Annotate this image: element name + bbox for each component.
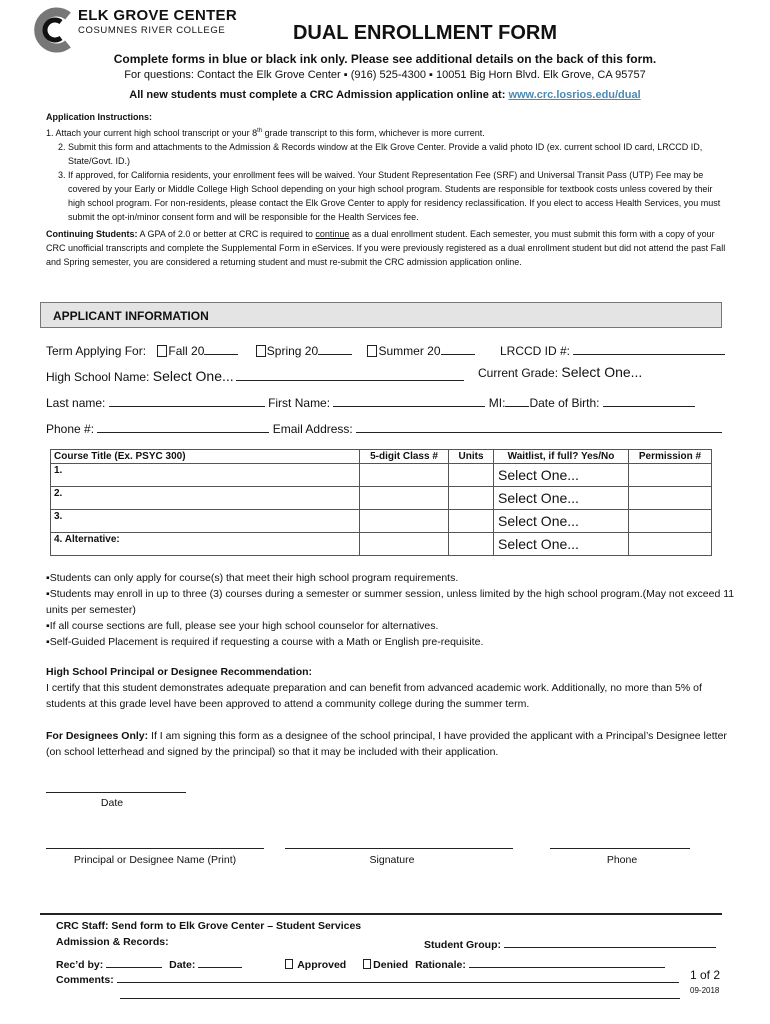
units-cell[interactable] [449, 533, 494, 556]
col-class-number: 5-digit Class # [360, 450, 449, 464]
permission-cell[interactable] [629, 533, 712, 556]
class-number-cell[interactable] [360, 464, 449, 487]
contact-info: For questions: Contact the Elk Grove Center ▪ (916) 525-4300 ▪ 10051 Big Horn Blvd. Elk Grove, CA 95757 [124, 69, 646, 81]
note-item: ▪Students may enroll in up to three (3) courses during a semester or summer session, unless limited by the high school program.(May not exceed 11 units per semester) [46, 588, 735, 616]
rationale-field[interactable] [469, 956, 665, 968]
student-group-row: Student Group: [424, 936, 716, 951]
high-school-row: High School Name: Select One... [46, 368, 464, 384]
high-school-select[interactable]: Select One... [152, 368, 234, 384]
org-name: ELK GROVE CENTER [78, 7, 237, 24]
phone-label: Phone [606, 854, 638, 866]
comments-row: Comments: [56, 971, 679, 986]
principal-recommendation [46, 664, 736, 760]
contact-row: Phone #: Email Address: [46, 420, 722, 436]
instruction-3: 3. If approved, for California residents, your enrollment fees will be waived. Your Student Representation Fee (SRF) and Universal Transit Pass (UTP) Fee may be covered by your Early or Middle College High School depending on your high school program. Students are responsible for textbook costs unless covered by their high school program. For non-residents, please contact the Elk Grove Center to apply for residency reclassification. If you elect to access Health Services, you must submit the opt-in/minor consent form and will be responsible for the Health Services fee. [58, 170, 721, 222]
instructions-heading: Application Instructions: [46, 112, 153, 122]
term-label: Term Applying For: [46, 344, 147, 358]
email-field[interactable] [356, 420, 722, 433]
signature-label: Signature [369, 854, 415, 866]
fall-checkbox[interactable]: Fall 20 [157, 344, 238, 358]
designee-statement: For Designees Only: If I am signing this form as a designee of the school principal, I have provided the applicant with a Principal’s Designee letter (on school letterhead and signed by the principal) so that it may be included with their application. [46, 730, 727, 758]
form-version: 09-2018 [690, 986, 720, 995]
approved-checkbox[interactable]: Approved [285, 959, 346, 971]
continuing-students-note: Continuing Students: A GPA of 2.0 or better at CRC is required to continue as a dual enrollment student. Each semester, you must submit this form with a copy of your CRC unofficial transcripts and complete the Supplemental Form in eServices. If you were previously registered as a dual enrollment student but did not attend the past Fall and Spring semester, you are considered a returning student and must re-submit the CRC admission application online. [46, 229, 726, 267]
dual-enrollment-link[interactable]: www.crc.losrios.edu/dual [508, 89, 641, 101]
lrccd-row: LRCCD ID #: [500, 342, 725, 358]
class-number-cell[interactable] [360, 510, 449, 533]
waitlist-select[interactable]: Select One... [494, 487, 629, 510]
class-number-cell[interactable] [360, 533, 449, 556]
waitlist-select[interactable]: Select One... [494, 464, 629, 487]
denied-checkbox[interactable]: Denied [363, 959, 408, 971]
instruction-1: 1. Attach your current high school transcript or your 8th grade transcript to this form, whichever is more current. [46, 128, 485, 138]
note-item: ▪Students can only apply for course(s) that meet their high school program requirements. [46, 572, 459, 584]
mi-field[interactable] [505, 394, 529, 407]
course-title-cell[interactable]: 3. [51, 510, 360, 533]
org-subname: COSUMNES RIVER COLLEGE [78, 25, 226, 36]
last-name-field[interactable] [109, 394, 265, 407]
instruction-2: 2. Submit this form and attachments to the Admission & Records window at the Elk Grove Center. Provide a valid photo ID (ex. current school ID card, LRCCD ID, State/Govt. ID.) [58, 142, 703, 166]
term-row [46, 342, 475, 358]
application-instructions [46, 110, 726, 224]
online-application-note [0, 89, 770, 101]
col-course-title: Course Title (Ex. PSYC 300) [51, 450, 360, 464]
applicant-info-header: APPLICANT INFORMATION [40, 302, 722, 328]
course-title-cell[interactable]: 4. Alternative: [51, 533, 360, 556]
summer-checkbox[interactable]: Summer 20 [367, 344, 474, 358]
waitlist-select[interactable]: Select One... [494, 510, 629, 533]
staff-date-field[interactable] [198, 956, 242, 968]
units-cell[interactable] [449, 487, 494, 510]
comments-field[interactable] [117, 971, 679, 983]
lrccd-id-field[interactable] [573, 342, 725, 355]
principal-heading: High School Principal or Designee Recommendation: [46, 666, 313, 678]
phone-line[interactable] [550, 848, 690, 849]
col-units: Units [449, 450, 494, 464]
online-prefix: All new students must complete a CRC Admission application online at: [129, 89, 509, 101]
table-row [51, 533, 712, 556]
staff-divider [40, 913, 722, 915]
note-item: ▪If all course sections are full, please see your high school counselor for alternatives. [46, 620, 439, 632]
name-row: Last name: First Name: MI: Date of Birth: [46, 394, 695, 410]
dob-field[interactable] [603, 394, 695, 407]
course-notes [46, 570, 736, 650]
recd-row: Rec’d by: Date: Approved Denied Rationale: [56, 956, 665, 971]
permission-cell[interactable] [629, 487, 712, 510]
page-number: 1 of 2 [690, 968, 721, 982]
table-row [51, 464, 712, 487]
date-line[interactable] [46, 792, 186, 793]
course-table-header [51, 450, 712, 464]
first-name-field[interactable] [333, 394, 485, 407]
date-label: Date [100, 797, 124, 809]
grade-select[interactable]: Select One... [561, 364, 643, 380]
table-row [51, 510, 712, 533]
principal-name-line[interactable] [46, 848, 264, 849]
signature-line[interactable] [285, 848, 513, 849]
note-item: ▪Self-Guided Placement is required if requesting a course with a Math or English pre-requisite. [46, 636, 484, 648]
col-permission: Permission # [629, 450, 712, 464]
class-number-cell[interactable] [360, 487, 449, 510]
admission-records-label: Admission & Records: [56, 936, 169, 948]
permission-cell[interactable] [629, 510, 712, 533]
principal-statement: I certify that this student demonstrates adequate preparation and can benefit from advanced academic work. Additionally, no more than 5% of students at this grade level have been approved to attend a community college during the summer term. [46, 682, 702, 710]
waitlist-select[interactable]: Select One... [494, 533, 629, 556]
spring-checkbox[interactable]: Spring 20 [256, 344, 352, 358]
grade-row: Current Grade: Select One... [478, 364, 643, 380]
table-row [51, 487, 712, 510]
course-table [50, 449, 712, 556]
ink-instruction: Complete forms in blue or black ink only. Please see additional details on the back of this form. [113, 52, 657, 66]
units-cell[interactable] [449, 464, 494, 487]
phone-field[interactable] [97, 420, 269, 433]
col-waitlist: Waitlist, if full? Yes/No [494, 450, 629, 464]
units-cell[interactable] [449, 510, 494, 533]
permission-cell[interactable] [629, 464, 712, 487]
recd-by-field[interactable] [106, 956, 162, 968]
course-title-cell[interactable]: 2. [51, 487, 360, 510]
staff-heading: CRC Staff: Send form to Elk Grove Center – Student Services [56, 920, 362, 932]
course-title-cell[interactable]: 1. [51, 464, 360, 487]
student-group-field[interactable] [504, 936, 716, 948]
form-title: DUAL ENROLLMENT FORM [292, 22, 558, 44]
comments-line-2[interactable] [120, 998, 680, 999]
principal-name-label: Principal or Designee Name (Print) [73, 854, 237, 866]
